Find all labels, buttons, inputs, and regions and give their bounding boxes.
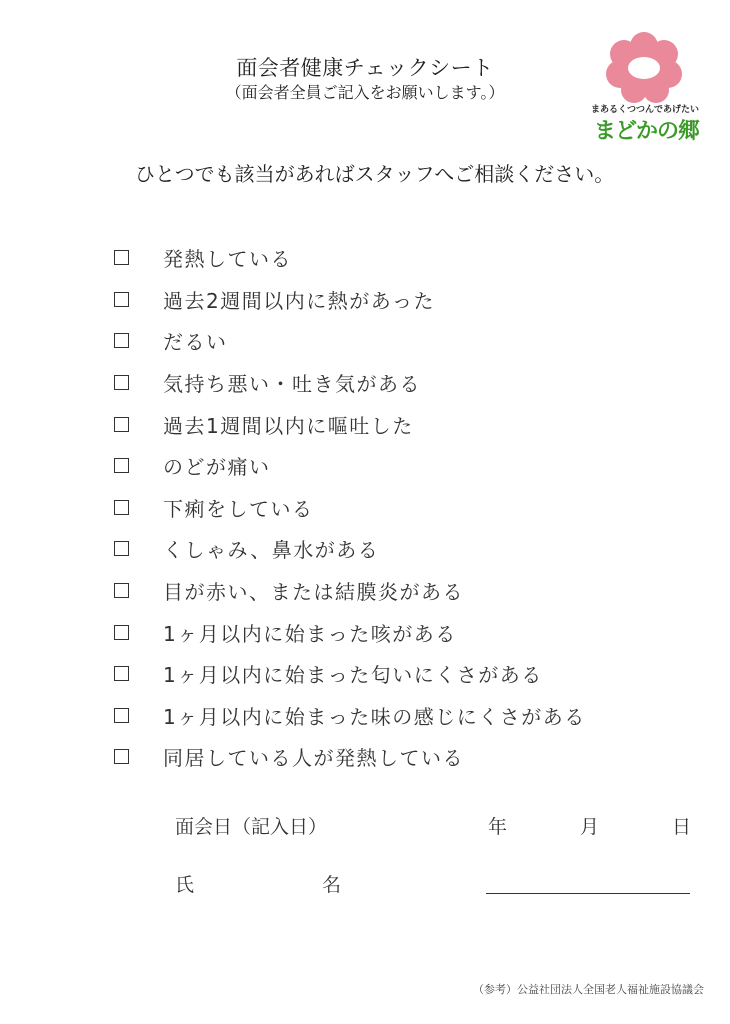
- facility-logo: [590, 32, 710, 147]
- checkbox[interactable]: [114, 708, 129, 723]
- checkbox[interactable]: [114, 250, 129, 265]
- checkbox[interactable]: [114, 749, 129, 764]
- checklist-item-label: だるい: [163, 330, 228, 355]
- checkbox[interactable]: [114, 666, 129, 681]
- checkbox[interactable]: [114, 417, 129, 432]
- checklist-item: [110, 237, 586, 279]
- checklist-item-label: 過去2週間以内に熱があった: [163, 288, 436, 313]
- checklist-item-label: 1ヶ月以内に始まった匂いにくさがある: [163, 663, 543, 688]
- checklist-item-label: 同居している人が発熱している: [163, 746, 464, 771]
- page-subtitle: （面会者全員ご記入をお願いします。）: [225, 83, 505, 102]
- visit-date-label: 面会日（記入日）: [175, 816, 328, 838]
- checklist-item-label: 気持ち悪い・吐き気がある: [163, 372, 421, 397]
- checklist-item-label: 発熱している: [163, 247, 292, 272]
- flower-logo-icon: [604, 32, 684, 104]
- checklist-item: [110, 487, 586, 529]
- checkbox[interactable]: [114, 292, 129, 307]
- checklist-item: [110, 653, 586, 695]
- checkbox[interactable]: [114, 333, 129, 348]
- checklist-item-label: 1ヶ月以内に始まった味の感じにくさがある: [163, 704, 586, 729]
- checklist-item: [110, 403, 586, 445]
- checkbox[interactable]: [114, 541, 129, 556]
- checklist-item: [110, 611, 586, 653]
- checklist-item: [110, 445, 586, 487]
- day-label: 日: [672, 816, 692, 838]
- checklist-item-label: 1ヶ月以内に始まった咳がある: [163, 621, 457, 646]
- symptom-checklist: [110, 237, 586, 778]
- checklist-item: [110, 362, 586, 404]
- source-footer: （参考）公益社団法人全国老人福祉施設協議会: [473, 983, 704, 996]
- checklist-item-label: 過去1週間以内に嘔吐した: [163, 413, 414, 438]
- checkbox[interactable]: [114, 500, 129, 515]
- checklist-item: [110, 570, 586, 612]
- name-write-line[interactable]: [486, 893, 690, 894]
- checklist-item: [110, 528, 586, 570]
- checklist-item-label: のどが痛い: [163, 455, 271, 480]
- checklist-item: [110, 695, 586, 737]
- year-label: 年: [488, 816, 508, 838]
- consult-notice: ひとつでも該当があればスタッフへご相談ください。: [135, 162, 615, 186]
- checklist-item: [110, 279, 586, 321]
- checklist-item: [110, 736, 586, 778]
- name-label: 氏名: [175, 874, 470, 896]
- logo-wordmark: まどかの郷: [594, 119, 700, 144]
- checklist-item: [110, 320, 586, 362]
- month-label: 月: [580, 816, 600, 838]
- checkbox[interactable]: [114, 458, 129, 473]
- checkbox[interactable]: [114, 583, 129, 598]
- checkbox[interactable]: [114, 375, 129, 390]
- checklist-item-label: 目が赤い、または結膜炎がある: [163, 580, 464, 605]
- page-title: 面会者健康チェックシート: [236, 56, 494, 80]
- logo-tagline: まあるくつつんであげたい: [590, 105, 699, 115]
- checklist-item-label: くしゃみ、鼻水がある: [163, 538, 380, 563]
- checklist-item-label: 下痢をしている: [163, 496, 314, 521]
- checkbox[interactable]: [114, 625, 129, 640]
